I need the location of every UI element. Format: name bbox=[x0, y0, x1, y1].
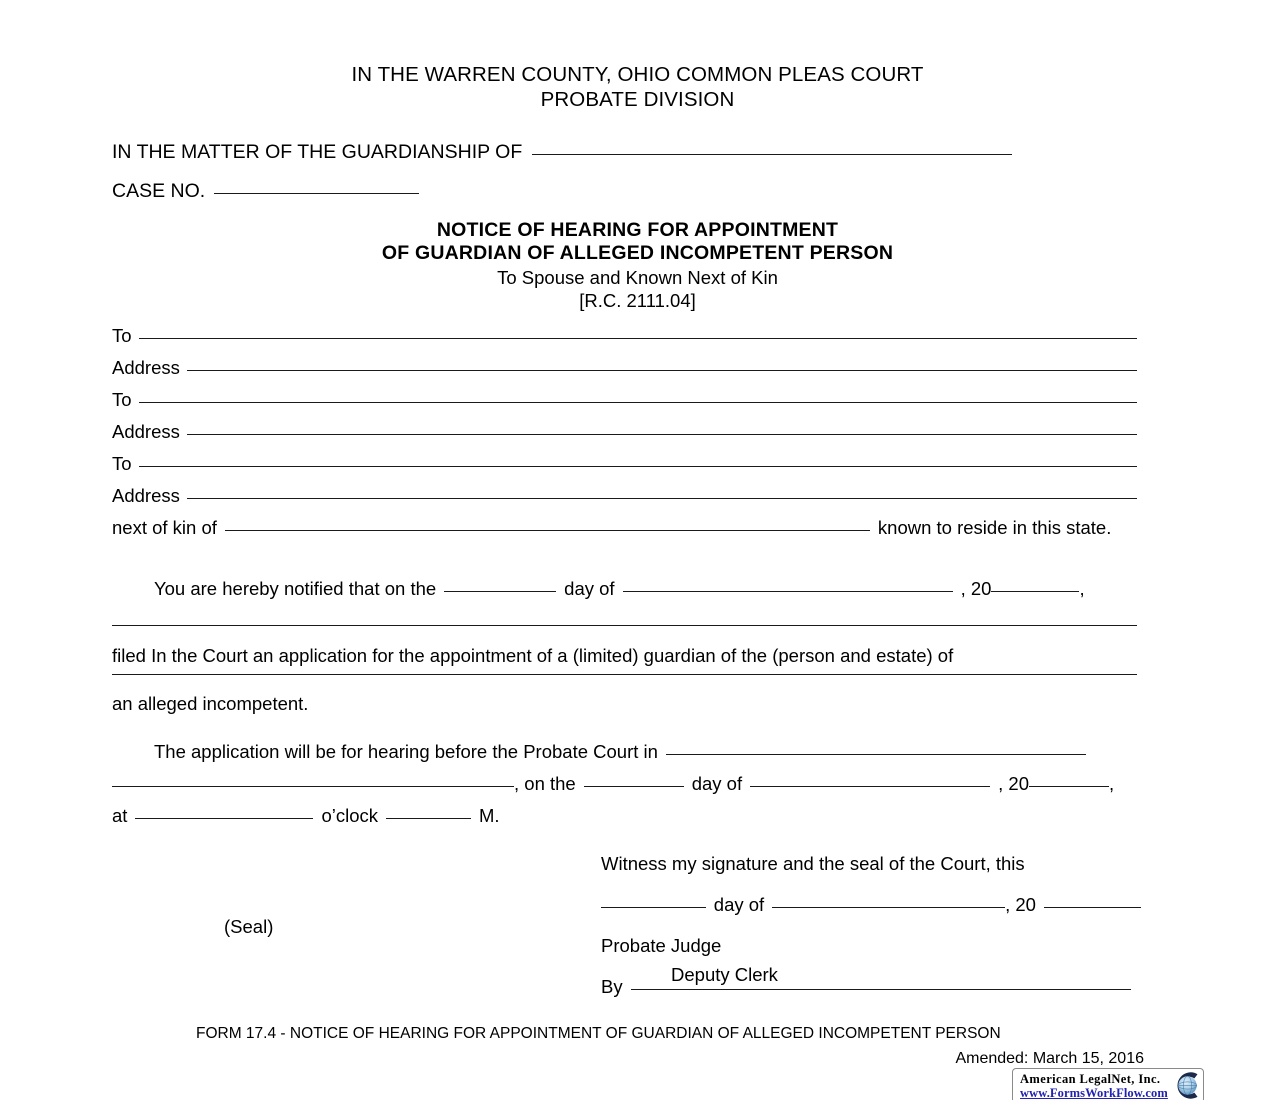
case-number-blank-line[interactable] bbox=[214, 193, 419, 194]
filed-text: filed In the Court an application for the appointment of a (limited) guardian of the (person and estate) of bbox=[112, 645, 954, 666]
hearing-line-3 bbox=[112, 805, 1147, 837]
next-of-kin-prefix: next of kin of bbox=[112, 517, 217, 538]
title-citation: [R.C. 2111.04] bbox=[579, 290, 696, 311]
hearing-time-blank[interactable] bbox=[135, 818, 313, 819]
hearing-line-2 bbox=[112, 773, 1147, 805]
recipient-label: Address bbox=[112, 421, 180, 442]
court-header-line-2: PROBATE DIVISION bbox=[540, 88, 735, 111]
recipient-row bbox=[112, 325, 1137, 357]
signature-month-blank[interactable] bbox=[772, 907, 1005, 908]
recipient-blank-line[interactable] bbox=[187, 434, 1137, 435]
badge-text-group bbox=[1013, 1072, 1168, 1100]
recipient-label: To bbox=[112, 389, 132, 410]
matter-row bbox=[112, 141, 1012, 164]
hearing-paragraph bbox=[112, 741, 1147, 837]
next-of-kin-blank-line[interactable] bbox=[225, 530, 870, 531]
recipient-row bbox=[112, 357, 1137, 389]
probate-judge-line bbox=[601, 935, 1141, 967]
deputy-clerk-signature-blank[interactable] bbox=[631, 989, 1131, 990]
hearing-text-5: , bbox=[1108, 773, 1115, 794]
signature-year-prefix: , 20 bbox=[1005, 894, 1036, 915]
form-footer-text: FORM 17.4 - NOTICE OF HEARING FOR APPOINTMENT OF GUARDIAN OF ALLEGED INCOMPETENT PERSON bbox=[196, 1025, 1001, 1042]
filed-blank-line[interactable] bbox=[112, 674, 1137, 675]
by-label: By bbox=[601, 976, 623, 997]
hearing-text-7: o’clock bbox=[321, 805, 378, 826]
signature-date-line bbox=[601, 894, 1141, 926]
court-header-line-1: IN THE WARREN COUNTY, OHIO COMMON PLEAS COURT bbox=[351, 63, 924, 86]
notified-text-3: , 20 bbox=[960, 578, 992, 599]
case-number-row bbox=[112, 180, 419, 203]
recipient-blank-line[interactable] bbox=[187, 498, 1137, 499]
hearing-month-blank[interactable] bbox=[750, 786, 990, 787]
document-title-block bbox=[0, 219, 1275, 312]
hearing-text-2: , on the bbox=[514, 773, 576, 794]
recipient-blank-line[interactable] bbox=[139, 466, 1137, 467]
notified-paragraph bbox=[112, 578, 1142, 626]
recipients-block bbox=[112, 325, 1137, 517]
matter-label: IN THE MATTER OF THE GUARDIANSHIP OF bbox=[112, 141, 523, 163]
hearing-text-8: M. bbox=[479, 805, 500, 826]
notified-text-4: , bbox=[1079, 578, 1085, 599]
recipient-label: To bbox=[112, 453, 132, 474]
hearing-text-6: at bbox=[112, 805, 128, 826]
recipient-label: To bbox=[112, 325, 132, 346]
seal-label: (Seal) bbox=[224, 916, 274, 937]
deputy-clerk-label: Deputy Clerk bbox=[671, 964, 778, 985]
recipient-blank-line[interactable] bbox=[187, 370, 1137, 371]
next-of-kin-suffix: known to reside in this state. bbox=[877, 517, 1112, 538]
badge-company-name: American LegalNet, Inc. bbox=[1020, 1071, 1161, 1086]
amended-date: Amended: March 15, 2016 bbox=[955, 1050, 1144, 1067]
hearing-text-1: The application will be for hearing before the Probate Court in bbox=[154, 741, 658, 762]
hearing-day-blank[interactable] bbox=[584, 786, 684, 787]
hearing-meridiem-blank[interactable] bbox=[386, 818, 471, 819]
globe-swoosh-icon bbox=[1168, 1070, 1202, 1100]
recipient-label: Address bbox=[112, 485, 180, 506]
recipient-row bbox=[112, 485, 1137, 517]
recipient-blank-line[interactable] bbox=[139, 338, 1137, 339]
notified-year-blank[interactable] bbox=[991, 591, 1079, 592]
probate-judge-label: Probate Judge bbox=[601, 935, 722, 956]
signature-day-blank[interactable] bbox=[601, 907, 706, 908]
hearing-line-1 bbox=[112, 741, 1147, 773]
hearing-location-blank[interactable] bbox=[112, 786, 514, 787]
american-legalnet-badge[interactable] bbox=[1012, 1068, 1204, 1100]
hearing-court-blank[interactable] bbox=[666, 754, 1086, 755]
title-line-1: NOTICE OF HEARING FOR APPOINTMENT bbox=[436, 219, 839, 241]
matter-blank-line[interactable] bbox=[532, 154, 1012, 155]
incompetent-closing: an alleged incompetent. bbox=[112, 693, 309, 714]
title-subtitle: To Spouse and Known Next of Kin bbox=[497, 267, 778, 288]
next-of-kin-row bbox=[112, 517, 1137, 539]
recipient-blank-line[interactable] bbox=[139, 402, 1137, 403]
recipient-label: Address bbox=[112, 357, 180, 378]
signature-day-of-label: day of bbox=[713, 894, 765, 915]
notified-overflow-blank-line[interactable] bbox=[112, 625, 1137, 626]
hearing-text-3: day of bbox=[691, 773, 743, 794]
witness-line bbox=[601, 853, 1141, 885]
case-number-label: CASE NO. bbox=[112, 180, 206, 202]
hearing-year-blank[interactable] bbox=[1029, 786, 1109, 787]
notified-text-2: day of bbox=[564, 578, 615, 599]
recipient-row bbox=[112, 453, 1137, 485]
signature-year-blank[interactable] bbox=[1044, 907, 1141, 908]
title-line-2: OF GUARDIAN OF ALLEGED INCOMPETENT PERSON bbox=[381, 242, 894, 264]
hearing-text-4: , 20 bbox=[998, 773, 1029, 794]
filed-paragraph bbox=[112, 645, 1142, 675]
court-header bbox=[0, 62, 1275, 112]
notified-text-1: You are hereby notified that on the bbox=[154, 578, 437, 599]
recipient-row bbox=[112, 389, 1137, 421]
witness-text: Witness my signature and the seal of the Court, this bbox=[601, 853, 1025, 874]
badge-website-link[interactable]: www.FormsWorkFlow.com bbox=[1020, 1085, 1168, 1100]
notified-line-1 bbox=[112, 578, 1142, 600]
notified-day-blank[interactable] bbox=[444, 591, 556, 592]
recipient-row bbox=[112, 421, 1137, 453]
notified-month-blank[interactable] bbox=[623, 591, 953, 592]
